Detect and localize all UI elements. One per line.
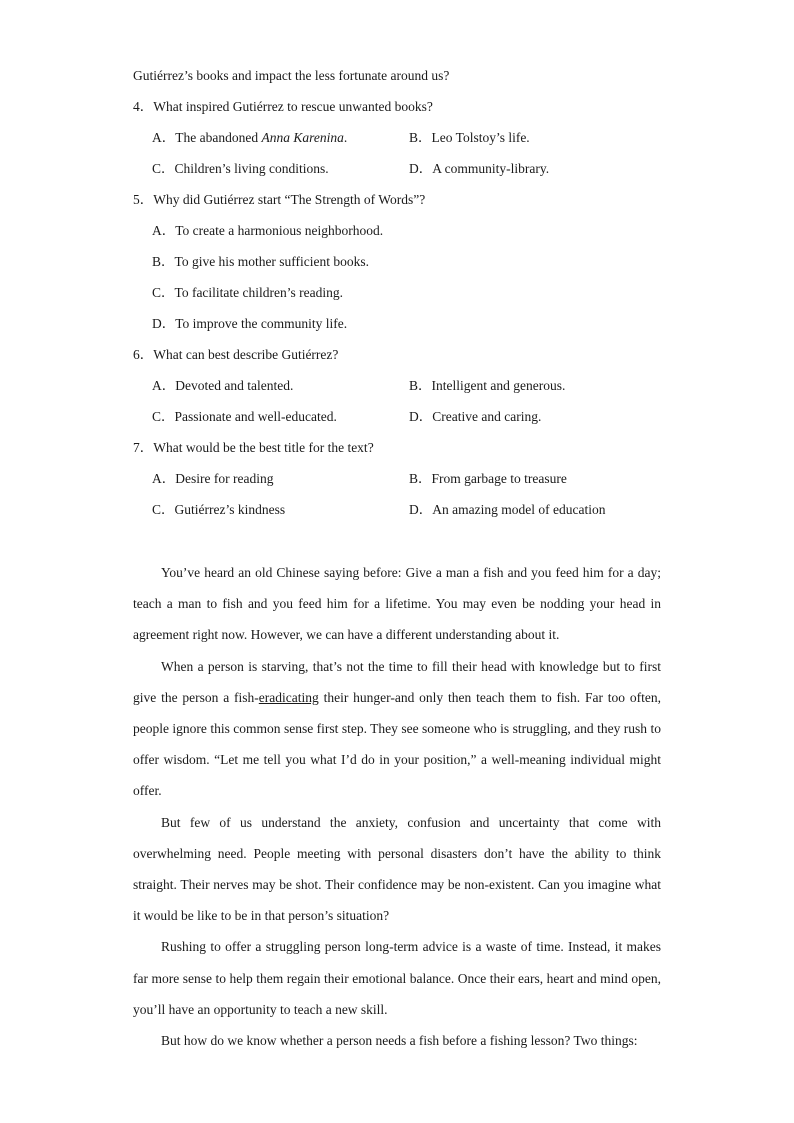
paragraph-4: Rushing to offer a struggling person long-term advice is a waste of time. Instead, it makes far more sense to help them regain their emotional balance. Once their ears, heart and mind open, you’ll have an opportunity to teach a new skill. [133, 939, 661, 1017]
paragraph-1: You’ve heard an old Chinese saying before: Give a man a fish and you feed him for a day; teach a man to fish and you feed him for a lifetime. You may even be nodding your head in agreement right now. However, we can have a different understanding about it. [133, 565, 661, 643]
paragraph-3: But few of us understand the anxiety, confusion and uncertainty that come with overwhelming need. People meeting with personal disasters don’t have the ability to think straight. Their nerves may be shot. Their confidence may be non-existent. Can you imagine what it would be like to be in that person’s situation? [133, 814, 661, 924]
options-row [133, 153, 661, 184]
reading-passage [133, 557, 661, 1056]
document-page [133, 60, 661, 1056]
paragraph-2: When a person is starving, that’s not the time to fill their head with knowledge but to first give the person a fish-eradicating their hunger-and only then teach them to fish. Far too often, people ignore this common sense first step. They see someone who is struggling, and they rush to offer wisdom. “Let me tell you what I’d do in your position,” a well-meaning individual might offer. [133, 658, 661, 799]
option-b: B．From garbage to treasure [409, 471, 567, 486]
section-gap [133, 525, 661, 557]
paragraph-5: But how do we know whether a person needs a fish before a fishing lesson? Two things: [161, 1033, 638, 1049]
question-6 [133, 339, 661, 370]
question-text: What can best describe Gutiérrez? [153, 347, 339, 362]
question-text: What would be the best title for the text? [153, 440, 374, 455]
option-c: C．Gutiérrez’s kindness [152, 502, 286, 517]
options-row [133, 122, 661, 153]
option-a: A．Desire for reading [152, 471, 274, 486]
option-a: A．Devoted and talented. [152, 378, 294, 393]
option-c: C．Children’s living conditions. [152, 161, 329, 176]
book-title: Anna Karenina [261, 130, 344, 145]
question-number: 6． [133, 347, 154, 362]
option-d: D．Creative and caring. [409, 409, 542, 424]
question-number: 7． [133, 440, 154, 455]
option-a: A．The abandoned Anna Karenina. [152, 130, 348, 145]
option-a: A．To create a harmonious neighborhood. [152, 223, 384, 238]
question-5 [133, 184, 661, 215]
question-text: Why did Gutiérrez start “The Strength of Words”? [153, 192, 426, 207]
options-row [133, 370, 661, 401]
option-c: C．Passionate and well-educated. [152, 409, 337, 424]
option-d: D．A community-library. [409, 161, 550, 176]
option-d: D．To improve the community life. [152, 316, 348, 331]
continued-question-line: Gutiérrez’s books and impact the less fortunate around us? [133, 68, 450, 83]
question-number: 4． [133, 99, 154, 114]
question-number: 5． [133, 192, 154, 207]
option-c: C．To facilitate children’s reading. [152, 285, 344, 300]
option-b: B．Leo Tolstoy’s life. [409, 130, 530, 145]
question-7 [133, 432, 661, 463]
options-row [133, 463, 661, 494]
question-4 [133, 91, 661, 122]
option-b: B．To give his mother sufficient books. [152, 254, 370, 269]
options-row [133, 401, 661, 432]
option-d: D．An amazing model of education [409, 502, 606, 517]
question-text: What inspired Gutiérrez to rescue unwanted books? [153, 99, 433, 114]
options-row [133, 494, 661, 525]
option-b: B．Intelligent and generous. [409, 378, 566, 393]
underlined-word: eradicating [258, 689, 319, 705]
